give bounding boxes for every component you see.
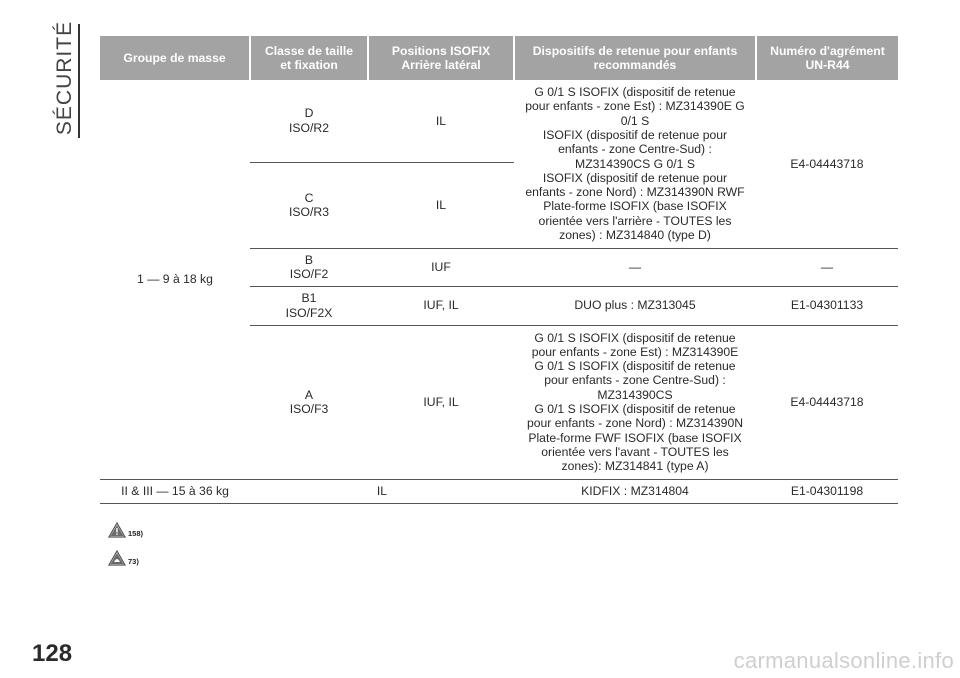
section-title: SÉCURITÉ	[53, 20, 77, 136]
devices-cell: G 0/1 S ISOFIX (dispositif de retenue pour enfants - zone Est) : MZ314390E G 0/1 S ISOFIX (dispositif de retenue pour enfants - zone Centre-Sud) : MZ314390CS G 0/1 S ISOFIX (dispositif de retenue pour enfants - zone Nord) : MZ314390N Plate-forme FWF ISOFIX (base ISOFIX orientée vers l'avant - TOUTES les zones): MZ314841 (type A)	[514, 325, 756, 479]
size-class-cell: D ISO/R2	[250, 80, 368, 162]
isofix-position-cell: IUF	[368, 248, 514, 286]
size-class-cell: B ISO/F2	[250, 248, 368, 286]
mass-group-cell: II & III — 15 à 36 kg	[100, 479, 250, 503]
approval-cell: E1-04301198	[756, 479, 898, 503]
devices-cell: DUO plus : MZ313045	[514, 286, 756, 325]
caution-ref: 73)	[128, 556, 139, 566]
isofix-table	[100, 36, 898, 504]
header-size-class: Classe de taille et fixation	[250, 36, 368, 80]
devices-cell: KIDFIX : MZ314804	[514, 479, 756, 503]
header-approval: Numéro d'agrément UN-R44	[756, 36, 898, 80]
table-header-row	[100, 36, 898, 80]
caution-note	[108, 549, 143, 567]
notes	[108, 521, 143, 577]
size-class-cell: B1 ISO/F2X	[250, 286, 368, 325]
table-row	[100, 479, 898, 503]
table-row	[100, 80, 898, 162]
header-mass-group: Groupe de masse	[100, 36, 250, 80]
warning-note	[108, 521, 143, 539]
warning-ref: 158)	[128, 528, 144, 538]
devices-cell: —	[514, 248, 756, 286]
isofix-position-cell: IL	[368, 80, 514, 162]
page-number: 128	[32, 640, 73, 667]
warning-triangle-icon	[108, 522, 126, 538]
mass-group-cell: 1 — 9 à 18 kg	[100, 80, 250, 479]
approval-cell: E4-04443718	[756, 325, 898, 479]
size-class-cell: A ISO/F3	[250, 325, 368, 479]
header-isofix-positions: Positions ISOFIX Arrière latéral	[368, 36, 514, 80]
approval-cell: —	[756, 248, 898, 286]
header-devices: Dispositifs de retenue pour enfants recommandés	[514, 36, 756, 80]
approval-cell: E4-04443718	[756, 80, 898, 248]
size-class-cell: C ISO/R3	[250, 162, 368, 248]
isofix-position-cell: IL	[368, 162, 514, 248]
section-tab	[48, 20, 80, 138]
caution-drop-icon	[108, 550, 126, 566]
devices-cell: G 0/1 S ISOFIX (dispositif de retenue pour enfants - zone Est) : MZ314390E G 0/1 S ISOFIX (dispositif de retenue pour enfants - zone Centre-Sud) : MZ314390CS G 0/1 S ISOFIX (dispositif de retenue pour enfants - zone Nord) : MZ314390N RWF Plate-forme ISOFIX (base ISOFIX orientée vers l'arrière - TOUTES les zones) : MZ314840 (type D)	[514, 80, 756, 248]
isofix-position-cell: IL	[250, 479, 514, 503]
approval-cell: E1-04301133	[756, 286, 898, 325]
watermark: carmanualsonline.info	[733, 648, 954, 673]
isofix-position-cell: IUF, IL	[368, 286, 514, 325]
isofix-position-cell: IUF, IL	[368, 325, 514, 479]
